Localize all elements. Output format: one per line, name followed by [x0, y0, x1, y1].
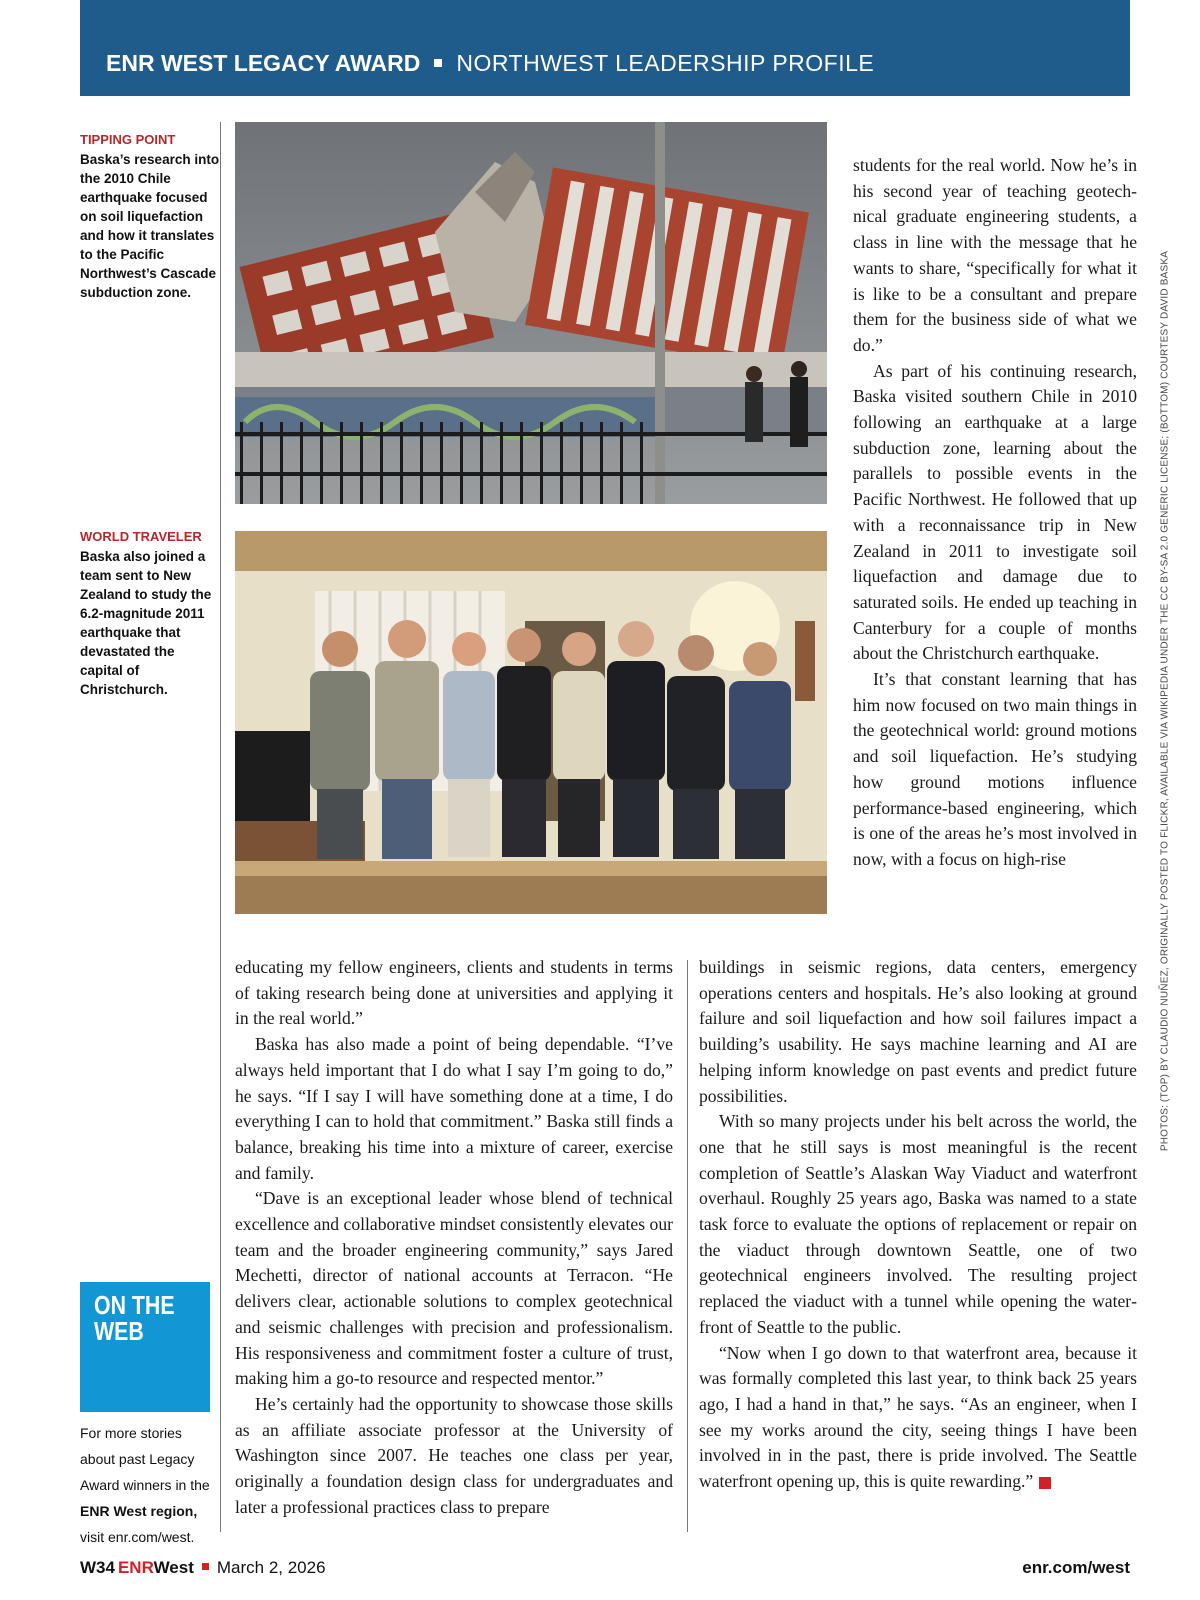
caption-text-tipping-point: Baska’s research into the 2010 Chile earthquake focused on soil liquefaction and how it translates to the Pacific Northwest’s Cascade subduction zone. — [80, 152, 220, 300]
article-paragraph-final — [699, 1341, 1137, 1495]
header-section-title: NORTHWEST LEADERSHIP PROFILE — [456, 50, 875, 76]
article-column-right-bottom — [699, 955, 1137, 1495]
team-group-photo — [235, 531, 827, 914]
on-the-web-region: ENR West region, — [80, 1503, 198, 1519]
article-paragraph: “Dave is an exceptional leader whose blend of technical excellence and collaborative mindset consistently elevates our team and the broader engineering community,” says Jared Mechetti, director of national accounts at Terracon. “He delivers clear, actionable solutions to complex geotechnical and seismic challenges with precision and professionalism. His responsiveness and commitment foster a culture of trust, making him a go-to resource and respected mentor.” — [235, 1188, 673, 1389]
footer-brand-enr: ENR — [117, 1558, 154, 1577]
team-photo-illustration — [235, 531, 827, 914]
caption-label-world-traveler: WORLD TRAVELER — [80, 529, 202, 544]
footer-url[interactable]: enr.com/west — [1022, 1558, 1130, 1577]
article-column-right-top — [853, 153, 1137, 873]
on-the-web-text — [80, 1420, 220, 1550]
footer-brand-west: West — [153, 1558, 194, 1577]
article-paragraph: students for the real world. Now he’s in his second year of teaching geotechnical graduate engineering students, a class in line with the message that he wants to share, “specifically for what it is like to be a consultant and prepare them for the business side of what we do.” — [853, 155, 1137, 355]
on-the-web-box — [80, 1282, 210, 1412]
article-paragraph: buildings in seismic regions, data centers, emergency operations centers and hospitals. He’s also looking at ground failure and soil liquefaction and how soil failures impact a building’s usability. He says machine learning and AI are helping inform knowledge on past events and predict future possibilities. — [699, 957, 1137, 1106]
on-the-web-text-intro: For more stories about past Legacy Award winners in the — [80, 1425, 210, 1493]
footer-date: March 2, 2026 — [216, 1558, 326, 1577]
article-paragraph: With so many projects under his belt across the world, the one that he still says is most meaningful is the recent completion of Seattle’s Alaskan Way Viaduct and waterfront overhaul. Roughly 25 years ago, Baska was named to a state task force to evaluate the options of replacement or repair on the viaduct through downtown Seattle, one of two geotechnical engineers involved. The resulting project replaced the viaduct with a tunnel while opening the waterfront of Seattle to the public. — [699, 1111, 1137, 1337]
on-the-web-title: ON THE WEB — [94, 1290, 175, 1346]
article-paragraph: educating my fellow engineers, clients and students in terms of taking research being done at universities and applying it in the real world.” — [235, 957, 673, 1029]
column-divider — [687, 960, 688, 1532]
caption-label-tipping-point: TIPPING POINT — [80, 132, 176, 147]
footer-page-number: W34 — [80, 1558, 115, 1577]
footer-separator-square — [202, 1563, 209, 1570]
footer-folio — [80, 1558, 326, 1578]
header-title — [106, 48, 874, 78]
earthquake-collapsed-building-photo — [235, 122, 827, 504]
on-the-web-link-text: visit enr.com/west. — [80, 1529, 195, 1545]
article-paragraph: Baska has also made a point of being dependable. “I’ve always held important that I do what I say I’m going to do,” he says. “If I say I will have something done at a time, I do everything I can to hold that commitment.” Baska still finds a balance, breaking his time into a mixture of career, exercise and family. — [235, 1034, 673, 1183]
header-bar — [80, 0, 1130, 96]
article-paragraph: He’s certainly had the opportunity to showcase those skills as an affiliate associate professor at the University of Washington since 2007. He teaches one class per year, originally a foundation design class for undergraduates and later a professional practices class to prepare — [235, 1393, 673, 1517]
article-paragraph: As part of his continuing research, Baska visited southern Chile in 2010 following an earthquake at a large subduction zone, learning about the parallels to possible events in the Pacific Northwest. He followed that up with a reconnaissance trip in New Zealand in 2011 to investigate soil liquefaction and damage due to saturated soils. He ended up teaching in Canterbury for a couple of months about the Christchurch earthquake. — [853, 360, 1137, 664]
end-mark-square-icon — [1039, 1477, 1051, 1489]
article-paragraph: It’s that constant learning that has him now focused on two main things in the geotechnical world: ground motions and soil liquefaction. He’s studying how ground motions influence performance-based engineering, which is one of the areas he’s most involved in now, with a focus on high-rise — [853, 669, 1137, 869]
earthquake-photo-illustration — [235, 122, 827, 504]
sidebar-divider — [220, 122, 221, 1532]
header-separator-square — [434, 59, 442, 67]
photo-credit: PHOTOS: (TOP) BY CLAUDIO NUÑEZ, ORIGINALLY POSTED TO FLICKR, AVAILABLE VIA WIKIPEDIA UNDER THE CC BY-SA 2.0 GENERIC LICENSE; (BOTTOM) COURTESY DAVID BASKA — [1159, 250, 1171, 1152]
header-award-title: ENR WEST LEGACY AWARD — [106, 50, 421, 76]
article-final-text: “Now when I go down to that waterfront area, because it was formally completed this last year, to think back 25 years ago, I had a hand in that,” he says. “As an engineer, when I see my works around the city, seeing things I have been involved in in the past, there is pride involved. The Seattle waterfront opening up, this is quite rewarding.” — [699, 1342, 1137, 1492]
caption-text-world-traveler: Baska also joined a team sent to New Zealand to study the 6.2-magnitude 2011 earthquake that devastated the capital of Christchurch. — [80, 549, 212, 697]
article-column-left — [235, 955, 673, 1520]
